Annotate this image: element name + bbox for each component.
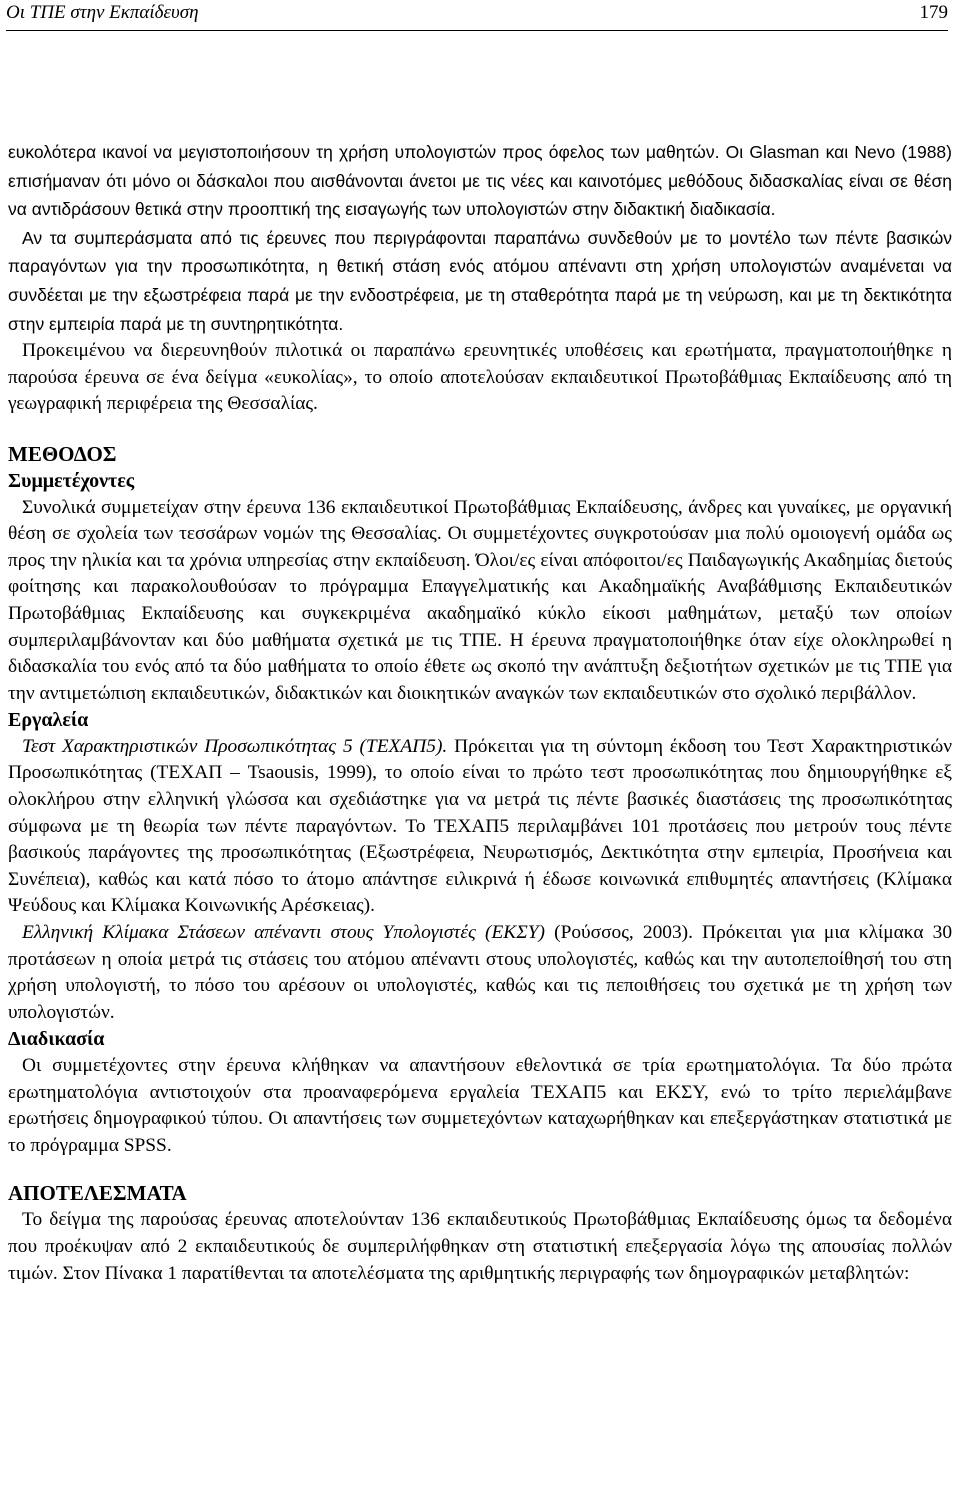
- procedure-paragraph: Οι συμμετέχοντες στην έρευνα κλήθηκαν να απαντήσουν εθελοντικά σε τρία ερωτηματολόγια. Τα δύο πρώτα ερωτηματολόγια αντιστοιχούν στα προαναφερόμενα εργαλεία ΤΕΧΑΠ5 και ΕΚΣΥ, ενώ το τρίτο περιελάμβανε ερωτήσεις δημογραφικού τύπου. Οι απαντήσεις των συμμετεχόντων καταχωρήθηκαν και επεξεργάστηκαν στατιστικά με το πρόγραμμα SPSS.: [8, 1055, 952, 1156]
- participants-paragraph: Συνολικά συμμετείχαν στην έρευνα 136 εκπαιδευτικοί Πρωτοβάθμιας Εκπαίδευσης, άνδρες και γυναίκες, με οργανική θέση σε σχολεία των τεσσάρων νομών της Θεσσαλίας. Οι συμμετέχοντες συγκροτούσαν μια πολύ ομοιογενή ομάδα ως προς την ηλικία και τα χρόνια υπηρεσίας στην εκπαίδευση. Όλοι/ες είναι απόφοιτοι/ες Παιδαγωγικής Ακαδημίας διετούς φοίτησης και παρακολουθούσαν το πρόγραμμα Επαγγελματικής και Ακαδημαϊκής Αναβάθμισης Εκπαιδευτικών Πρωτοβάθμιας Εκπαίδευσης και συγκεκριμένα ακαδημαϊκό κύκλο είκοσι μαθημάτων, μεταξύ των οποίων συμπεριλαμβάνονταν και δύο μαθήματα σχετικά με τις ΤΠΕ. Η έρευνα πραγματοποιήθηκε όταν είχε ολοκληρωθεί η διδασκαλία του ενός από τα δύο μαθήματα το οποίο έθετε ως σκοπό την ανάπτυξη δεξιοτήτων σχετικών με τις ΤΠΕ για την αντιμετώπιση εκπαιδευτικών, διδακτικών και διοικητικών αναγκών των εκπαιδευτικών στο σχολικό περιβάλλον.: [8, 496, 952, 704]
- body-text: [8, 138, 952, 1287]
- spacer: [8, 1159, 952, 1179]
- tools-paragraph-1: [8, 734, 952, 920]
- running-header: [6, 0, 948, 31]
- tool-1-text: Πρόκειται για τη σύντομη έκδοση του Τεστ Χαρακτηριστικών Προσωπικότητας (ΤΕΧΑΠ – Tsaousis, 1999), το οποίο είναι το πρώτο τεστ προσωπικότητας που δημιουργήθηκε εξ ολοκλήρου στην ελληνική γλώσσα και σχεδιάστηκε για να μετρά τις πέντε βασικές διαστάσεις της προσωπικότητας σύμφωνα με τη θεωρία των πέντε παραγόντων. Το ΤΕΧΑΠ5 περιλαμβάνει 101 προτάσεις που μετρούν τους πέντε βασικούς παράγοντες της προσωπικότητας (Εξωστρέφεια, Νευρωτισμός, Δεκτικότητα στην εμπειρία, Προσήνεια και Συνέπεια), καθώς και κατά πόσο το άτομο απάντησε ειλικρινά ή έδωσε κοινωνικά επιθυμητές απαντήσεις (Κλίμακα Ψεύδους και Κλίμακα Κοινωνικής Αρέσκειας).: [8, 735, 953, 917]
- spacer: [8, 418, 952, 440]
- tool-1-title: Τεστ Χαρακτηριστικών Προσωπικότητας 5 (ΤΕΧΑΠ5).: [22, 735, 448, 757]
- participants-heading: Συμμετέχοντες: [8, 469, 135, 492]
- page-number: 179: [919, 2, 948, 23]
- procedure-heading: Διαδικασία: [8, 1028, 105, 1051]
- intro-paragraph-2: Αν τα συμπεράσματα από τις έρευνες που περιγράφονται παραπάνω συνδεθούν με το μοντέλο των πέντε βασικών παραγόντων για την προσωπικότητα, η θετική στάση ενός ατόμου απέναντι στη χρήση υπολογιστών αναμένεται να συνδέεται με την εξωστρέφεια παρά με την ενδοστρέφεια, με τη σταθερότητα παρά με τη νεύρωση, και με τη δεκτικότητα στην εμπειρία παρά με τη συντηρητικότητα.: [8, 227, 952, 334]
- tool-2-title: Ελληνική Κλίμακα Στάσεων απέναντι στους Υπολογιστές (ΕΚΣΥ): [22, 922, 545, 944]
- intro-paragraph-1: ευκολότερα ικανοί να μεγιστοποιήσουν τη χρήση υπολογιστών προς όφελος των μαθητών. Οι Glasman και Nevo (1988) επισήμαναν ότι μόνο οι δάσκαλοι που αισθάνονται άνετοι με τις νέες και καινοτόμες μεθόδους διδασκαλίας είναι σε θέση να αντιδράσουν θετικά στην προοπτική της εισαγωγής των υπολογιστών στην διδακτική διαδικασία.: [8, 142, 952, 220]
- tool-2-text: (Ρούσσος, 2003). Πρόκειται για μια κλίμακα 30 προτάσεων η οποία μετρά τις στάσεις του ατόμου απέναντι στους υπολογιστές, καθώς και την αυτοπεποίθησή του στη χρήση υπολογιστή, το πόσο του αρέσουν οι υπολογιστές, καθώς και τις πεποιθήσεις του σχετικά με τη χρήση των υπολογιστών.: [8, 922, 953, 1023]
- tools-paragraph-2: [8, 920, 952, 1026]
- tools-heading: Εργαλεία: [8, 709, 89, 732]
- results-paragraph: Το δείγμα της παρούσας έρευνας αποτελούνταν 136 εκπαιδευτικούς Πρωτοβάθμιας Εκπαίδευσης όμως τα δεδομένα που προέκυψαν από 2 εκπαιδευτικούς δε συμπεριλήφθηκαν στη στατιστική επεξεργασία λόγω της απουσίας πολλών τιμών. Στον Πίνακα 1 παρατίθενται τα αποτελέσματα της αριθμητικής περιγραφής των δημογραφικών μεταβλητών:: [8, 1209, 952, 1284]
- results-heading: ΑΠΟΤΕΛΕΣΜΑΤΑ: [8, 1181, 187, 1206]
- header-title: Οι ΤΠΕ στην Εκπαίδευση: [6, 2, 199, 23]
- intro-paragraph-3: Προκειμένου να διερευνηθούν πιλοτικά οι παραπάνω ερευνητικές υποθέσεις και ερωτήματα, πραγματοποιήθηκε η παρούσα έρευνα σε ένα δείγμα «ευκολίας», το οποίο αποτελούσαν εκπαιδευτικοί Πρωτοβάθμιας Εκπαίδευσης από τη γεωγραφική περιφέρεια της Θεσσαλίας.: [8, 340, 952, 415]
- method-heading: ΜΕΘΟΔΟΣ: [8, 441, 117, 466]
